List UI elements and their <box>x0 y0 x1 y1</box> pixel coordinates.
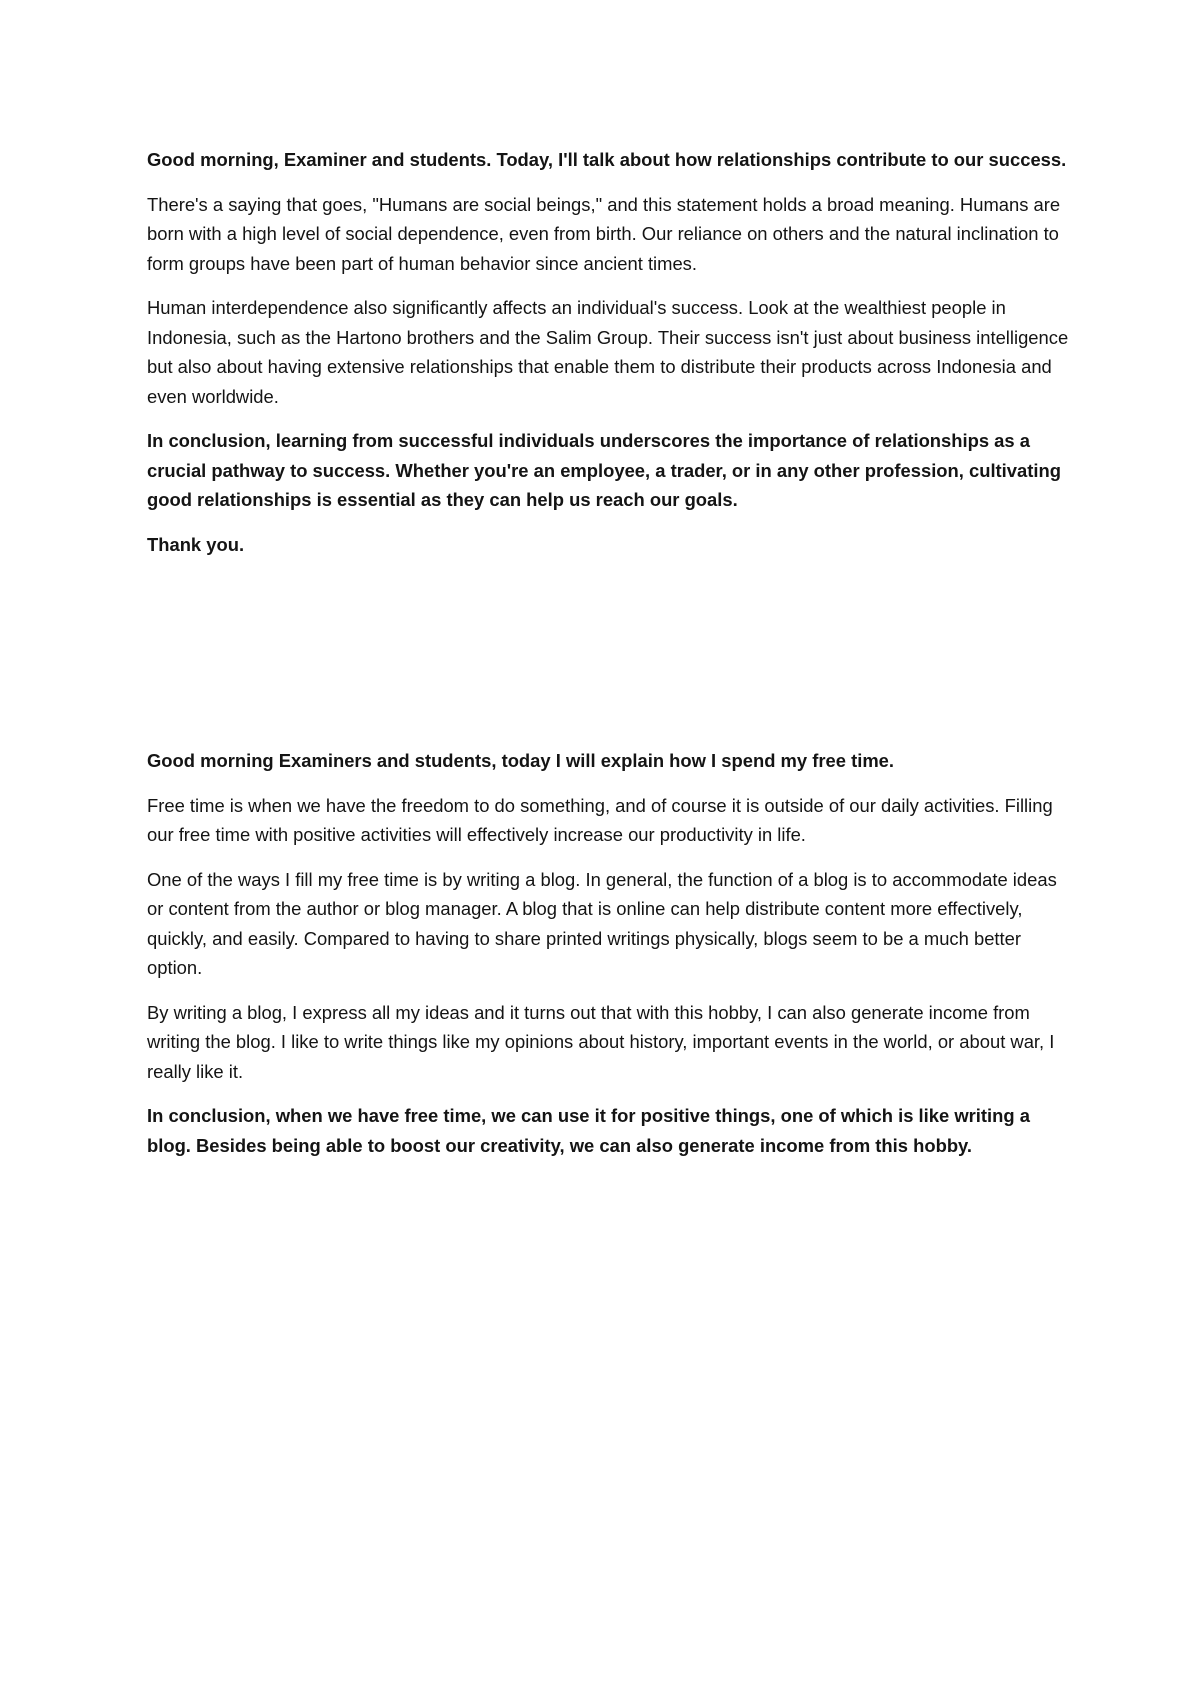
speech-1-conclusion: In conclusion, learning from successful individuals underscores the importance of relationships as a crucial pathway to success. Whether you're an employee, a trader, or in any other profession, cultivating good relationships is essential as they can help us reach our goals. <box>147 430 1061 510</box>
speech-2-paragraph-3: By writing a blog, I express all my ideas and it turns out that with this hobby, I can also generate income from writing the blog. I like to write things like my opinions about history, important events in the world, or about war, I really like it. <box>147 1001 1055 1082</box>
speech-2-paragraph-1: Free time is when we have the freedom to do something, and of course it is outside of our daily activities. Filling our free time with positive activities will effectively increase our productivity in life. <box>147 794 1053 845</box>
speech-2-paragraph-2: One of the ways I fill my free time is by writing a blog. In general, the function of a blog is to accommodate ideas or content from the author or blog manager. A blog that is online can help distribute content more effectively, quickly, and easily. Compared to having to share printed writings physically, blogs seem to be a much better option. <box>147 868 1057 978</box>
speech-1-intro: Good morning, Examiner and students. Today, I'll talk about how relationships contribute to our success. <box>147 149 1067 170</box>
speech-1-paragraph-1: There's a saying that goes, "Humans are social beings," and this statement holds a broad meaning. Humans are born with a high level of social dependence, even from birth. Our reliance on others and the natural inclination to form groups have been part of human behavior since ancient times. <box>147 193 1061 274</box>
speech-relationships <box>147 145 1077 574</box>
speech-1-closing: Thank you. <box>147 533 245 555</box>
speech-2-conclusion: In conclusion, when we have free time, we can use it for positive things, one of which is like writing a blog. Besides being able to boost our creativity, we can also generate income from this hobby. <box>147 1105 1030 1156</box>
speech-free-time <box>147 746 1077 1175</box>
speech-1-paragraph-2: Human interdependence also significantly affects an individual's success. Look at the wealthiest people in Indonesia, such as the Hartono brothers and the Salim Group. Their success isn't just about business intelligence but also about having extensive relationships that enable them to distribute their products across Indonesia and even worldwide. <box>147 297 1069 407</box>
speech-2-intro: Good morning Examiners and students, today I will explain how I spend my free time. <box>147 750 895 771</box>
